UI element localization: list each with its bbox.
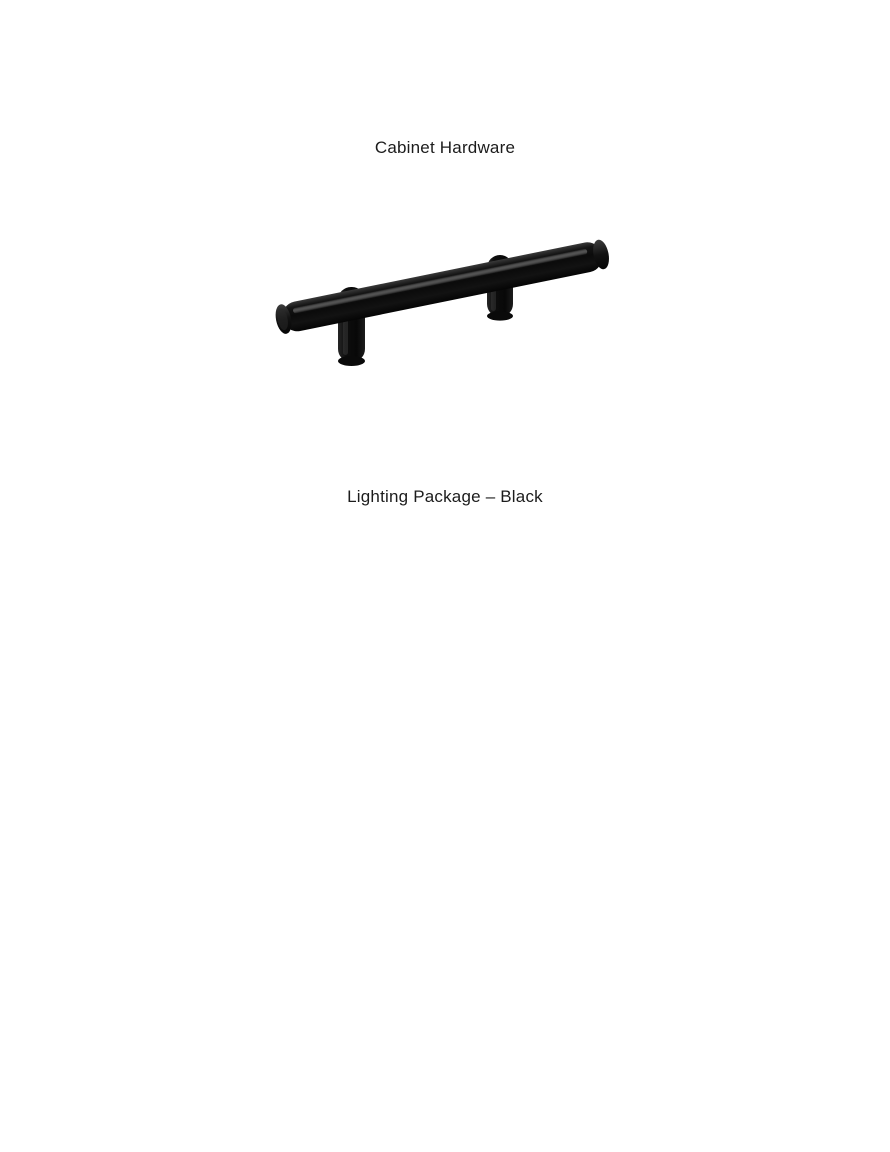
product-image: [255, 195, 635, 390]
figure-caption: Lighting Package – Black: [347, 487, 543, 506]
handle-bar: [273, 238, 611, 335]
page-title: Cabinet Hardware: [374, 138, 516, 157]
cabinet-bar-pull-handle-icon: [255, 195, 635, 390]
